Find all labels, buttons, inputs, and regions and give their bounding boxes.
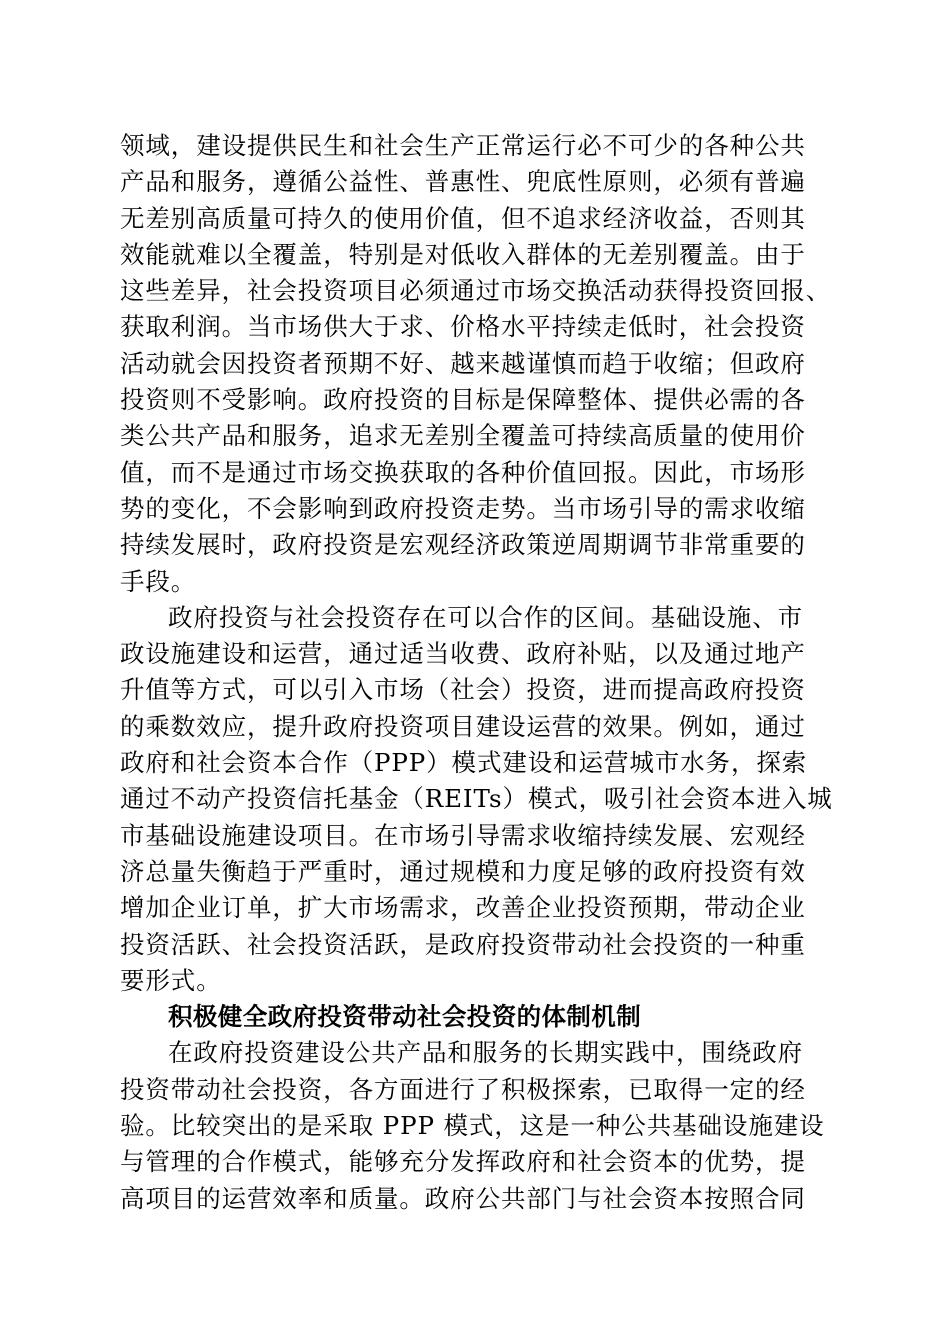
text-line: 通过不动产投资信托基金（REITs）模式，吸引社会资本进入城 [120, 784, 833, 814]
text-line: 活动就会因投资者预期不好、越来越谨慎而趋于收缩；但政府 [120, 348, 806, 378]
text-line: 这些差异，社会投资项目必须通过市场交换活动获得投资回报、 [120, 276, 832, 306]
text-line: 增加企业订单，扩大市场需求，改善企业投资预期，带动企业 [120, 893, 806, 923]
paragraph-1 [120, 128, 840, 600]
text-line: 领域，建设提供民生和社会生产正常运行必不可少的各种公共 [120, 131, 806, 160]
text-line: 无差别高质量可持久的使用价值，但不追求经济收益，否则其 [120, 203, 806, 233]
text-line: 政府投资与社会投资存在可以合作的区间。基础设施、市 [168, 602, 803, 632]
paragraph-3 [120, 1035, 840, 1216]
text-line: 升值等方式，可以引入市场（社会）投资，进而提高政府投资 [120, 675, 806, 705]
paragraph-2 [120, 600, 840, 999]
text-line: 获取利润。当市场供大于求、价格水平持续走低时，社会投资 [120, 312, 806, 342]
text-line: 投资活跃、社会投资活跃，是政府投资带动社会投资的一种重 [120, 929, 806, 959]
text-line: 与管理的合作模式，能够充分发挥政府和社会资本的优势，提 [120, 1147, 806, 1177]
text-line: 的乘数效应，提升政府投资项目建设运营的效果。例如，通过 [120, 711, 806, 741]
text-line: 高项目的运营效率和质量。政府公共部门与社会资本按照合同 [120, 1183, 806, 1213]
text-line: 要形式。 [120, 965, 222, 995]
document-body [120, 128, 840, 1217]
text-line: 值，而不是通过市场交换获取的各种价值回报。因此，市场形 [120, 457, 806, 487]
text-line: 验。比较突出的是采取 PPP 模式，这是一种公共基础设施建设 [120, 1111, 825, 1141]
text-line: 投资则不受影响。政府投资的目标是保障整体、提供必需的各 [120, 385, 806, 415]
text-line: 市基础设施建设项目。在市场引导需求收缩持续发展、宏观经 [120, 820, 806, 850]
text-line: 在政府投资建设公共产品和服务的长期实践中，围绕政府 [168, 1038, 803, 1068]
text-line: 手段。 [120, 566, 197, 596]
text-line: 济总量失衡趋于严重时，通过规模和力度足够的政府投资有效 [120, 856, 806, 886]
section-heading: 积极健全政府投资带动社会投资的体制机制 [168, 1002, 642, 1032]
text-line: 持续发展时，政府投资是宏观经济政策逆周期调节非常重要的 [120, 530, 806, 560]
text-line: 产品和服务，遵循公益性、普惠性、兜底性原则，必须有普遍 [120, 167, 806, 197]
text-line: 投资带动社会投资，各方面进行了积极探索，已取得一定的经 [120, 1074, 806, 1104]
text-line: 政设施建设和运营，通过适当收费、政府补贴，以及通过地产 [120, 639, 806, 669]
text-line: 效能就难以全覆盖，特别是对低收入群体的无差别覆盖。由于 [120, 239, 806, 269]
text-line: 类公共产品和服务，追求无差别全覆盖可持续高质量的使用价 [120, 421, 806, 451]
text-line: 势的变化，不会影响到政府投资走势。当市场引导的需求收缩 [120, 493, 806, 523]
text-line: 政府和社会资本合作（PPP）模式建设和运营城市水务，探索 [120, 748, 808, 778]
